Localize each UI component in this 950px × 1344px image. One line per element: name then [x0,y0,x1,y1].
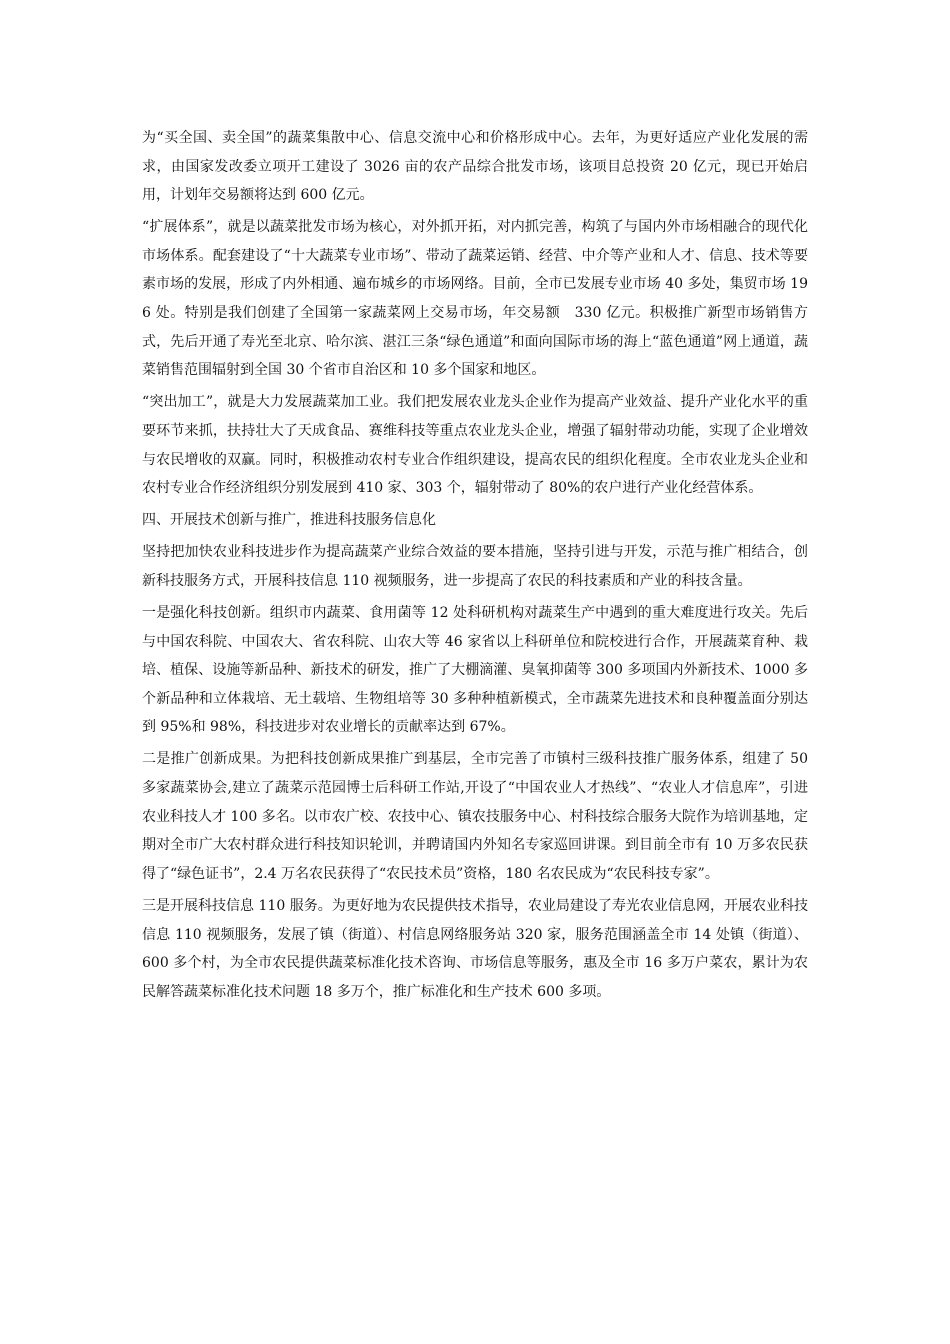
paragraph-tech-progress: 坚持把加快农业科技进步作为提高蔬菜产业综合效益的要本措施，坚持引进与开发，示范与推广相结合，创新科技服务方式，开展科技信息 110 视频服务，进一步提高了农民的科技素质和产业的科技含量。 [142,544,808,589]
document-body [142,124,808,1010]
paragraph-promotion: 二是推广创新成果。为把科技创新成果推广到基层，全市完善了市镇村三级科技推广服务体系，组建了 50 多家蔬菜协会,建立了蔬菜示范园博士后科研工作站,开设了“中国农业人才热线”、“农业人才信息库”，引进农业科技人才 100 多名。以市农广校、农技中心、镇农技服务中心、村科技综合服务大院作为培训基地，定期对全市广大农村群众进行科技知识轮训，并聘请国内外知名专家巡回讲课。到目前全市有 10 万多农民获得了“绿色证书”，2.4 万名农民获得了“农民技术员”资格，180 名农民成为“农民科技专家”。 [142,751,808,882]
paragraph-info-110: 三是开展科技信息 110 服务。为更好地为农民提供技术指导，农业局建设了寿光农业信息网，开展农业科技信息 110 视频服务，发展了镇（街道）、村信息网络服务站 320 家，服务范围涵盖全市 14 处镇（街道）、600 多个村，为全市农民提供蔬菜标准化技术咨询、市场信息等服务，惠及全市 16 多万户菜农，累计为农民解答蔬菜标准化技术问题 18 多万个，推广标准化和生产技术 600 多项。 [142,897,808,1000]
paragraph-processing: “突出加工”，就是大力发展蔬菜加工业。我们把发展农业龙头企业作为提高产业效益、提升产业化水平的重要环节来抓，扶持壮大了天成食品、赛维科技等重点农业龙头企业，增强了辐射带动功能，实现了企业增效与农民增收的双赢。同时，积极推动农村专业合作组织建设，提高农民的组织化程度。全市农业龙头企业和农村专业合作经济组织分别发展到 410 家、303 个，辐射带动了 80%的农户进行产业化经营体系。 [142,394,808,497]
section-heading-tech-innovation: 四、开展技术创新与推广，推进科技服务信息化 [142,512,436,529]
paragraph-wholesale-center: 为“买全国、卖全国”的蔬菜集散中心、信息交流中心和价格形成中心。去年，为更好适应产业化发展的需求，由国家发改委立项开工建设了 3026 亩的农产品综合批发市场，该项目总投资 20 亿元，现已开始启用，计划年交易额将达到 600 亿元。 [142,130,808,204]
paragraph-tech-innovation: 一是强化科技创新。组织市内蔬菜、食用菌等 12 处科研机构对蔬菜生产中遇到的重大难度进行攻关。先后与中国农科院、中国农大、省农科院、山农大等 46 家省以上科研单位和院校进行合作，开展蔬菜育种、栽培、植保、设施等新品种、新技术的研发，推广了大棚滴灌、臭氧抑菌等 300 多项国内外新技术、1000 多个新品种和立体栽培、无土载培、生物组培等 30 多种种植新模式，全市蔬菜先进技术和良种覆盖面分别达到 95%和 98%，科技进步对农业增长的贡献率达到 67%。 [142,605,808,736]
paragraph-market-system: “扩展体系”，就是以蔬菜批发市场为核心，对外抓开拓，对内抓完善，构筑了与国内外市场相融合的现代化市场体系。配套建设了“十大蔬菜专业市场”、带动了蔬菜运销、经营、中介等产业和人才、信息、技术等要素市场的发展，形成了内外相通、遍布城乡的市场网络。目前，全市已发展专业市场 40 多处，集贸市场 196 处。特别是我们创建了全国第一家蔬菜网上交易市场，年交易额 330 亿元。积极推广新型市场销售方式，先后开通了寿光至北京、哈尔滨、湛江三条“绿色通道”和面向国际市场的海上“蓝色通道”网上通道，蔬菜销售范围辐射到全国 30 个省市自治区和 10 多个国家和地区。 [142,219,808,379]
